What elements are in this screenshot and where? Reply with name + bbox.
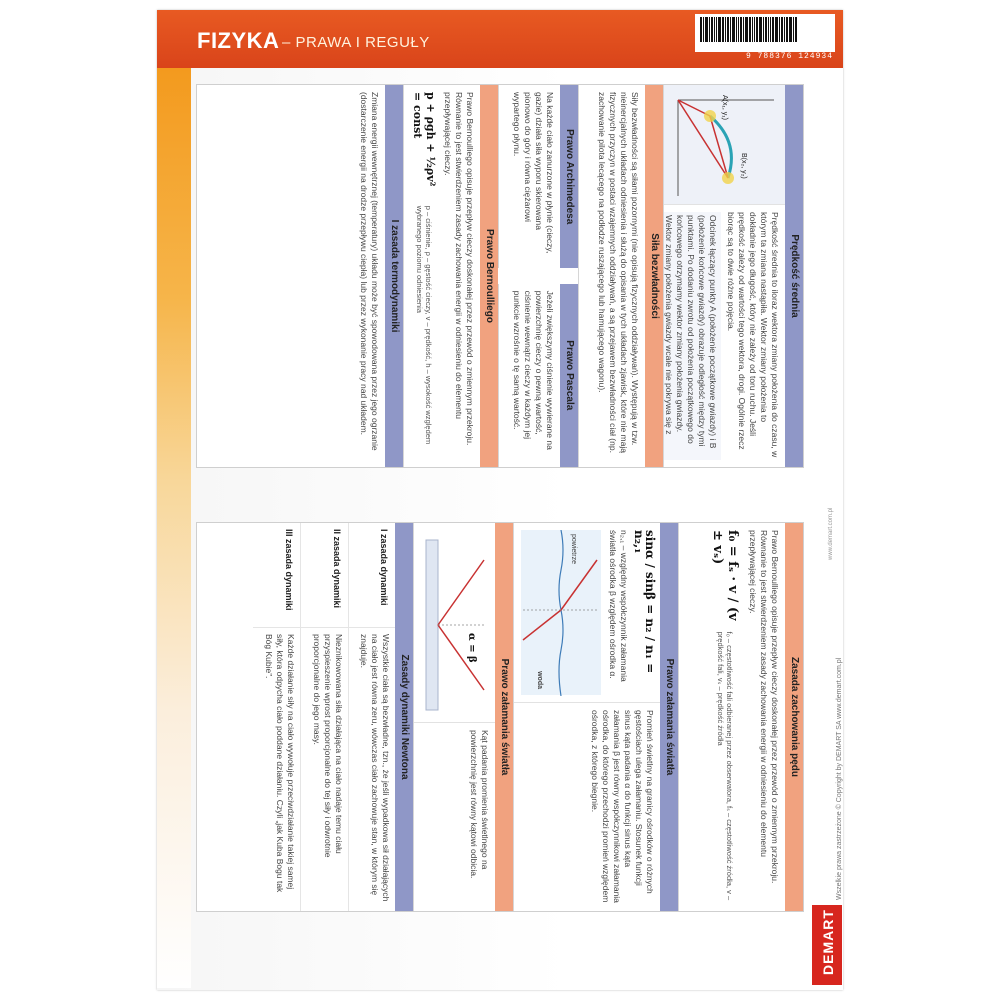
law-label: I zasada dynamiki: [349, 523, 395, 628]
section-predkosc: [663, 85, 803, 467]
predkosc-text: Prędkość średnia to iloraz wektora zmiany położenia do czasu, w którym ta zmiana nastąpiła. Wektor zmiany położenia to dokładnie jego długość, który nie zależy od toru ruchu. Jeśli prędkość zależy od wartości tego wektora, drogi. Ogólnie rzecz biorąc są to dwie różne pojęcia.: [726, 212, 780, 458]
law-label: II zasada dynamiki: [301, 523, 347, 628]
table-row: [348, 523, 395, 911]
content-rotated: [196, 84, 804, 912]
section-title: Prawo załamania światła: [495, 523, 513, 911]
reflection-formula: α = β: [466, 633, 477, 663]
doppler-legend: f₀ – częstotliwość fali odbieranej przez obserwatora, fₛ – częstotliwość źródła, v – prędkość fali, vₛ – prędkość źródła: [716, 631, 734, 901]
poster-subtitle: – PRAWA I REGUŁY: [282, 34, 430, 51]
termodynamika-text: Zmiana energii wewnętrznej (temperatury) układu może być spowodowana przez jego ogrzanie (dostarczenie energii na drodze przepływu ciepła) lub przez wykonanie pracy nad układem.: [359, 92, 380, 451]
odbicie-text: Kąt padania promienia świetlnego na powierzchnię jest równy kątowi odbicia.: [469, 730, 490, 879]
table-row: [253, 523, 300, 911]
content-column-left: [196, 84, 804, 468]
reflection-diagram: [414, 523, 495, 723]
side-color-strip: [157, 68, 191, 988]
snell-formula: sinα / sinβ = n₂ / n₁ = n₂,₁: [632, 530, 657, 674]
section-newton: [253, 523, 413, 911]
doppler-formula: f₀ = fₛ · v / (v ± vₛ): [710, 530, 740, 621]
law-text: Każde działanie siły na ciało wywołuje przeciwdziałanie takiej samej siły, która odpycha ciało poddane działaniu. Czyli „jak Kuba Bogu tak Bóg Kubie”.: [264, 634, 297, 893]
poster-title: FIZYKA: [197, 28, 280, 53]
section-title: Prawo Pascala: [560, 284, 578, 467]
snell-detail: Promień świetlny na granicy ośrodków o różnych gęstościach ulega załamaniu. Stosunek funkcji sinus kąta padania α do funkcji sinus kąta załamania β jest równy współczynnikowi załamania ośrodka, do którego przechodzi promień względem ośrodka, z którego biegnie.: [590, 710, 655, 903]
pascal-text: Jeżeli zwiększymy ciśnienie wywierane na powierzchnię cieczy o pewną wartość, ciśnienie wewnątrz cieczy w każdym jej punkcie wzrośnie o tę samą wartość.: [512, 290, 555, 450]
section-title: Prędkość średnia: [785, 85, 803, 467]
section-title: Prawo Archimedesa: [560, 85, 578, 268]
refraction-diagram-icon: [521, 530, 601, 696]
snell-formula-box: [514, 523, 660, 703]
copyright-text: Wszelkie prawa zastrzeżone © Copyright by DEMART SA www.demart.com.pl: [836, 657, 843, 900]
website-text: www.demart.com.pl: [828, 507, 834, 560]
section-pascal: [498, 284, 578, 467]
section-title: I zasada termodynamiki: [385, 85, 403, 467]
section-termodynamika: [328, 85, 403, 467]
section-title: Siła bezwładności: [645, 85, 663, 467]
bernoulli-text: Prawo Bernoulliego opisuje przepływ cieczy doskonałej przez przewód o zmiennym przekroju. Równanie to jest stwierdzeniem zasady zachowania energii w odniesieniu do elementu przepływającej cieczy.: [443, 92, 475, 446]
section-snell: [513, 523, 678, 911]
content-column-right: [196, 522, 804, 912]
section-title: Prawo załamania światła: [660, 523, 678, 911]
point-a-label: A(x₁, y₁): [721, 95, 728, 120]
label-water: woda: [536, 671, 543, 689]
vector-diagram: [664, 85, 785, 205]
refraction-diagram: [521, 530, 601, 695]
snell-text: n₂,₁ – względny współczynnik załamania światła ośrodka β względem ośrodka α.: [608, 530, 629, 682]
table-row: [300, 523, 347, 911]
barcode-number: 9 788376 124934: [745, 52, 833, 61]
law-text: Wszystkie ciała są bezwładne, tzn., że jeśli wypadkowa sił działających na ciało jest równa zeru, wówczas ciało zachowuje stan, w którym się znajduje.: [359, 634, 391, 902]
section-tarcie: [578, 85, 663, 467]
section-zachowanie-pedu: [678, 523, 803, 911]
newton-laws-table: [253, 523, 395, 911]
predkosc-detail: Odcinek łączący punkty A (położenie początkowe gwiazdy) i B (położenie końcowe gwiazdy) obrazuje odległość między tymi punktami. Po dodaniu zwrotu od położenia początkowego do końcowego otrzymamy wektor zmiany położenia gwiazdy. Wektor zmiany położenia gwiazdy wcale nie pokrywa się z: [663, 212, 721, 460]
section-bernoulli: [403, 85, 498, 467]
tarcie-text: Siły bezwładności są siłami pozornymi (nie opisują fizycznych oddziaływań). Występują w tzw. nieinercjalnych układach odniesienia i służą do opisania w tych układach zjawisk, które nie mają fizycznych przyczyn w postaci wzajemnych oddziaływań, a są przejawem bezwładności ciał (np. zachowanie pilota lecącego na podłodze ruszającego lub hamującego wagonu).: [597, 92, 640, 453]
poster-header: [157, 10, 843, 68]
bernoulli-formula: p + ρgh + ½ρv² = const: [411, 92, 437, 187]
archimedes-text: Na każde ciało zanurzone w płynie (cieczy, gazie) działa siła wyporu skierowana pionowo do góry i równa ciężarowi wypartego płynu.: [512, 92, 555, 254]
section-archimedes: [498, 85, 578, 268]
predkosc-text-group: [664, 205, 785, 467]
reflection-diagram-icon: [416, 530, 490, 720]
law-text: Nieznikowowana siła działająca na ciało nadaje temu ciału przyspieszenie wprost proporcjonalne do tej siły i odwrotnie proporcjonalne do jego masy.: [311, 634, 344, 858]
bernoulli-legend: p – ciśnienie, ρ – gęstość cieczy, v – prędkość, h – wysokość względem wybranego poziomu odniesienia: [415, 205, 433, 445]
doppler-text: Prawo Bernoulliego opisuje przepływ cieczy doskonałej przez przewód o zmiennym przekroju. Równanie to jest stwierdzeniem zasady zachowania energii w odniesieniu do elementu przepływającej cieczy.: [748, 530, 780, 884]
demart-logo-text: DEMART: [820, 909, 836, 975]
section-title: Zasady dynamiki Newtona: [395, 523, 413, 911]
section-title: Prawo Bernoulliego: [480, 85, 498, 467]
law-label: III zasada dynamiki: [253, 523, 300, 628]
point-b-label: B(x₂, y₂): [740, 153, 747, 179]
label-air: powietrze: [570, 534, 577, 564]
section-odbicie: [413, 523, 513, 911]
section-title: Zasada zachowania pędu: [785, 523, 803, 911]
barcode-icon: [695, 14, 835, 52]
